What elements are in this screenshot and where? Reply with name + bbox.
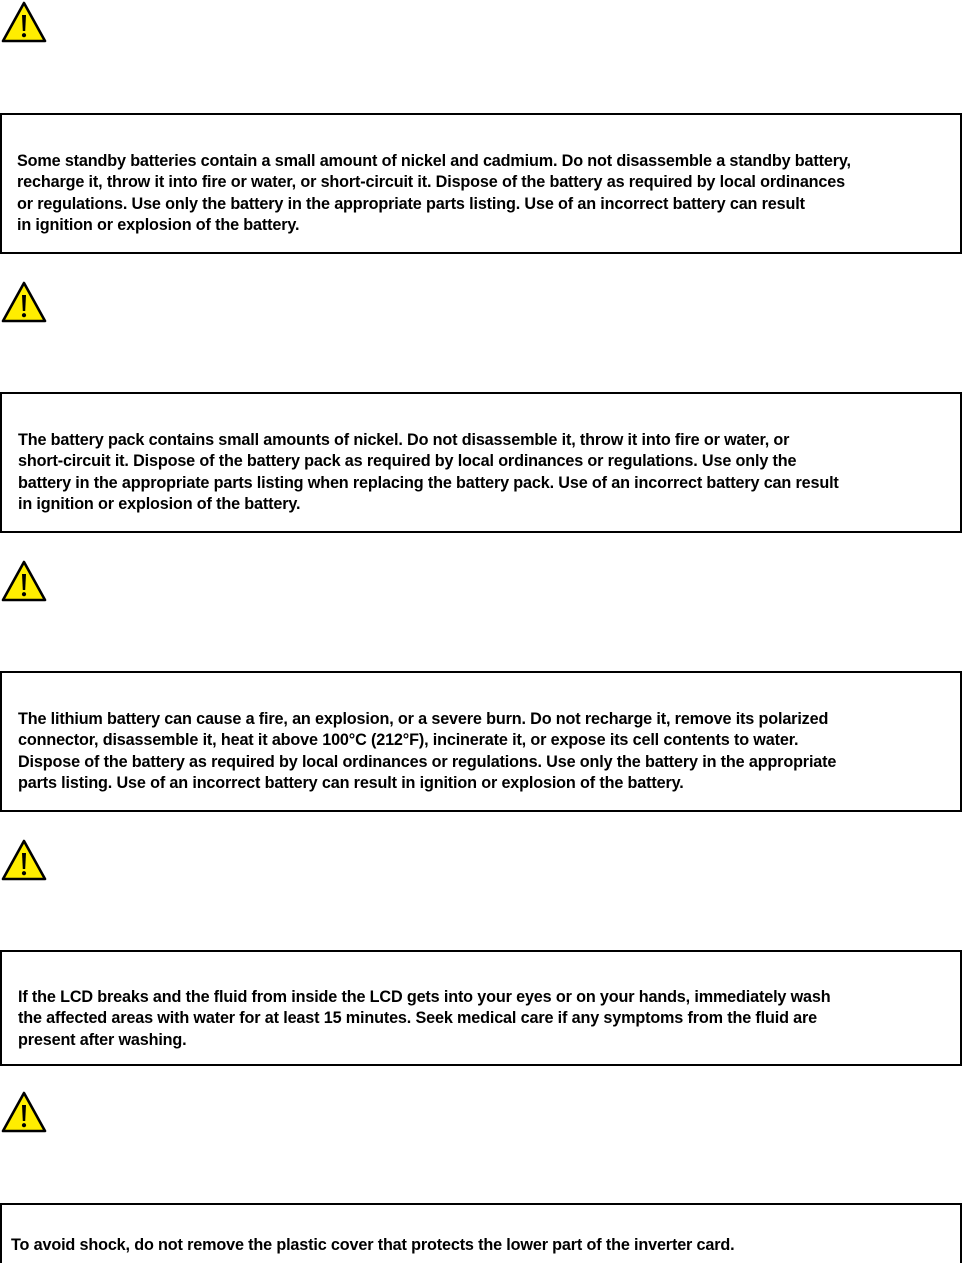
caution-triangle-icon [0,280,48,324]
notice-line: short-circuit it. Dispose of the battery pack as required by local ordinances or regulations. Use only the [18,452,797,471]
warning-notice-4 [0,950,962,1066]
caution-triangle-icon [0,838,48,882]
notice-line: in ignition or explosion of the battery. [18,495,301,514]
notice-line: The battery pack contains small amounts of nickel. Do not disassemble it, throw it into fire or water, or [18,431,790,449]
notice-2-text [18,430,956,516]
warning-notice-1 [0,113,962,254]
notice-4-text [18,987,956,1051]
notice-line: recharge it, throw it into fire or water, or short-circuit it. Dispose of the battery as required by local ordinances [17,173,845,192]
notice-line: The lithium battery can cause a fire, an explosion, or a severe burn. Do not recharge it, remove its polarized [18,710,829,728]
caution-triangle-icon [0,0,48,44]
notice-line: If the LCD breaks and the fluid from inside the LCD gets into your eyes or on your hands, immediately wash [18,988,831,1006]
notice-5-text [11,1235,956,1256]
warning-notice-3 [0,671,962,812]
notice-line: the affected areas with water for at least 15 minutes. Seek medical care if any symptoms from the fluid are [18,1009,818,1028]
notice-line: battery in the appropriate parts listing when replacing the battery pack. Use of an incorrect battery can result [18,473,839,492]
notice-line: To avoid shock, do not remove the plastic cover that protects the lower part of the inverter card. [11,1236,735,1254]
warning-notice-2 [0,392,962,533]
notice-line: in ignition or explosion of the battery. [17,216,300,235]
caution-triangle-icon [0,559,48,603]
notice-3-text [18,709,956,795]
notice-line: connector, disassemble it, heat it above 100°C (212°F), incinerate it, or expose its cell contents to water. [18,731,799,750]
notice-line: or regulations. Use only the battery in the appropriate parts listing. Use of an incorrect battery can result [17,194,805,213]
warning-notice-5 [0,1203,962,1263]
caution-triangle-icon [0,1090,48,1134]
notice-line: present after washing. [18,1030,187,1049]
notice-line: Some standby batteries contain a small amount of nickel and cadmium. Do not disassemble a standby battery, [17,152,851,170]
notice-1-text [17,151,956,237]
notice-line: Dispose of the battery as required by local ordinances or regulations. Use only the battery in the appropriate [18,752,837,771]
notice-line: parts listing. Use of an incorrect battery can result in ignition or explosion of the battery. [18,774,684,793]
